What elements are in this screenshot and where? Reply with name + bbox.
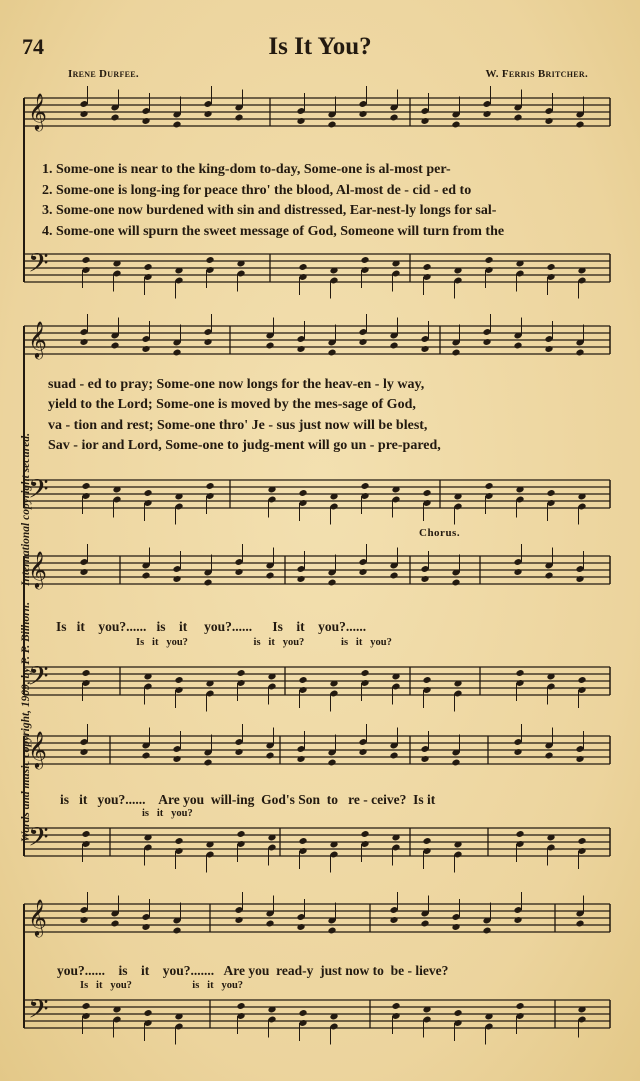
copyright-line-2: International copyright secured.	[20, 433, 32, 587]
treble-5-note	[327, 927, 336, 935]
treble-2-note	[358, 338, 367, 346]
chorus-lyric-2: is it you?...... Are you will-ing God's Son to re - ceive? Is it	[60, 792, 436, 807]
treble-clef: 𝄞	[28, 730, 47, 768]
verse-3-cont: va - tion and rest; Some-one thro' Je - sus just now will be blest,	[48, 417, 428, 433]
bass-2-note	[360, 482, 369, 490]
treble-3-note	[575, 575, 584, 583]
bass-1-note	[360, 256, 369, 264]
treble-4-note	[79, 748, 88, 756]
treble-1-note	[513, 114, 522, 122]
treble-2-note	[79, 338, 88, 346]
treble-3-note	[172, 575, 181, 583]
bass-2-note	[81, 482, 90, 490]
bass-1-note	[81, 256, 90, 264]
treble-4-note	[234, 748, 243, 756]
treble-4-note	[544, 752, 553, 760]
treble-2-note	[575, 349, 584, 357]
treble-clef: 𝄞	[28, 92, 47, 130]
bass-4-note	[360, 830, 369, 838]
bass-1-note	[546, 263, 555, 271]
chorus-echo-1: Is it you? is it you? is it you?	[136, 637, 392, 648]
bass-3-note	[236, 669, 245, 677]
treble-1-note	[451, 121, 460, 129]
bass-clef: 𝄢	[28, 660, 49, 698]
treble-3-note	[234, 568, 243, 576]
bass-4-note	[81, 830, 90, 838]
treble-1-note	[296, 117, 305, 125]
treble-3-note	[451, 579, 460, 587]
bass-5-note	[236, 1002, 245, 1010]
treble-1-note	[420, 117, 429, 125]
treble-1-note	[110, 114, 119, 122]
treble-5-note	[110, 920, 119, 928]
bass-3-note	[298, 676, 307, 684]
treble-5-note	[513, 916, 522, 924]
bass-clef: 𝄢	[28, 821, 49, 859]
bass-2-note	[205, 482, 214, 490]
hymn-title: Is It You?	[268, 33, 372, 60]
chorus-lyric-1: Is it you?...... is it you?...... Is it you?......	[56, 619, 367, 634]
treble-2-note	[544, 345, 553, 353]
treble-3-note	[327, 579, 336, 587]
bass-4-note	[515, 830, 524, 838]
treble-2-note	[513, 342, 522, 350]
bass-2-note	[298, 489, 307, 497]
treble-4-note	[265, 752, 274, 760]
treble-2-note	[172, 349, 181, 357]
copyright-line-1: Words and music copyright, 1909, by P. P. Bilhorn.	[20, 602, 32, 842]
treble-3-note	[358, 568, 367, 576]
treble-2-note	[265, 342, 274, 350]
treble-1-note	[234, 114, 243, 122]
bass-5-note	[453, 1009, 462, 1017]
bass-1-note	[484, 256, 493, 264]
composer-credit: W. Ferris Britcher.	[485, 68, 588, 80]
treble-4-note	[358, 748, 367, 756]
treble-2-note	[451, 349, 460, 357]
treble-1-note	[482, 110, 491, 118]
treble-4-note	[513, 748, 522, 756]
treble-clef: 𝄞	[28, 898, 47, 936]
treble-2-note	[482, 338, 491, 346]
verse-2-cont: yield to the Lord; Some-one is moved by the mes-sage of God,	[48, 397, 416, 413]
treble-clef: 𝄞	[28, 550, 47, 588]
bass-1-note	[205, 256, 214, 264]
treble-1-note	[544, 117, 553, 125]
treble-5-note	[420, 920, 429, 928]
treble-3-note	[544, 572, 553, 580]
bass-3-note	[81, 669, 90, 677]
treble-1-note	[79, 110, 88, 118]
treble-1-note	[172, 121, 181, 129]
treble-5-note	[389, 916, 398, 924]
treble-4-note	[575, 755, 584, 763]
treble-1-note	[358, 110, 367, 118]
verse-4-cont: Sav - ior and Lord, Some-one to judg-ment will go un - pre-pared,	[48, 437, 441, 453]
treble-4-note	[327, 759, 336, 767]
verse-lyrics-system-1	[42, 160, 504, 242]
treble-2-note	[296, 345, 305, 353]
bass-4-note	[422, 837, 431, 845]
treble-2-note	[389, 342, 398, 350]
chorus-label: Chorus.	[419, 527, 461, 539]
treble-3-note	[265, 572, 274, 580]
treble-4-note	[141, 752, 150, 760]
bass-2-note	[546, 489, 555, 497]
chorus-echo-3: Is it you? is it you?	[80, 980, 244, 991]
treble-3-note	[389, 572, 398, 580]
bass-3-note	[515, 669, 524, 677]
bass-2-note	[143, 489, 152, 497]
chorus-echo-2: is it you?	[142, 808, 193, 819]
bass-clef: 𝄢	[28, 473, 49, 511]
bass-4-note	[236, 830, 245, 838]
treble-5-note	[296, 923, 305, 931]
treble-5-note	[172, 927, 181, 935]
verse-lyrics-system-2	[48, 375, 441, 456]
treble-4-note	[203, 759, 212, 767]
treble-1-note	[141, 117, 150, 125]
bass-5-note	[298, 1009, 307, 1017]
treble-4-note	[420, 755, 429, 763]
treble-2-note	[141, 345, 150, 353]
bass-1-note	[422, 263, 431, 271]
treble-1-note	[327, 121, 336, 129]
chorus-lyric-3: you?...... is it you?....... Are you read-y just now to be - lieve?	[57, 963, 449, 978]
bass-5-note	[515, 1002, 524, 1010]
bass-3-note	[360, 669, 369, 677]
bass-1-note	[143, 263, 152, 271]
bass-5-note	[143, 1009, 152, 1017]
treble-1-note	[389, 114, 398, 122]
treble-4-note	[296, 755, 305, 763]
treble-5-note	[234, 916, 243, 924]
bass-3-note	[577, 676, 586, 684]
treble-clef: 𝄞	[28, 320, 47, 358]
verse-1-line: 1. Some-one is near to the king-dom to-day, Some-one is al-most per-	[42, 162, 451, 177]
treble-2-note	[110, 342, 119, 350]
bass-2-note	[484, 482, 493, 490]
treble-2-note	[420, 345, 429, 353]
treble-5-note	[141, 923, 150, 931]
verse-4-line: 4. Some-one will spurn the sweet message of God, Someone will turn from the	[42, 223, 505, 239]
bass-5-note	[391, 1002, 400, 1010]
bass-2-note	[422, 489, 431, 497]
treble-4-note	[451, 759, 460, 767]
lyricist-credit: Irene Durfee.	[68, 68, 139, 80]
treble-1-note	[203, 110, 212, 118]
bass-5-note	[81, 1002, 90, 1010]
bass-3-note	[422, 676, 431, 684]
treble-5-note	[575, 920, 584, 928]
treble-4-note	[389, 752, 398, 760]
verse-1-cont: suad - ed to pray; Some-one now longs for the heav-en - ly way,	[48, 377, 425, 392]
treble-5-note	[451, 923, 460, 931]
treble-1-note	[575, 121, 584, 129]
treble-4-note	[172, 755, 181, 763]
bass-1-note	[298, 263, 307, 271]
treble-3-note	[296, 575, 305, 583]
treble-2-note	[327, 349, 336, 357]
treble-3-note	[79, 568, 88, 576]
hymn-number: 74	[22, 34, 44, 59]
bass-3-note	[174, 676, 183, 684]
bass-4-note	[577, 837, 586, 845]
treble-3-note	[203, 579, 212, 587]
verse-3-line: 3. Some-one now burdened with sin and distressed, Ear-nest-ly longs for sal-	[42, 203, 497, 218]
bass-clef: 𝄢	[28, 993, 49, 1031]
verse-2-line: 2. Some-one is long-ing for peace thro' the blood, Al-most de - cid - ed to	[42, 182, 472, 198]
treble-2-note	[203, 338, 212, 346]
treble-5-note	[482, 927, 491, 935]
treble-3-note	[513, 568, 522, 576]
treble-5-note	[265, 920, 274, 928]
bass-clef: 𝄢	[28, 247, 49, 285]
bass-4-note	[298, 837, 307, 845]
treble-5-note	[79, 916, 88, 924]
treble-3-note	[141, 572, 150, 580]
treble-3-note	[420, 575, 429, 583]
bass-4-note	[174, 837, 183, 845]
